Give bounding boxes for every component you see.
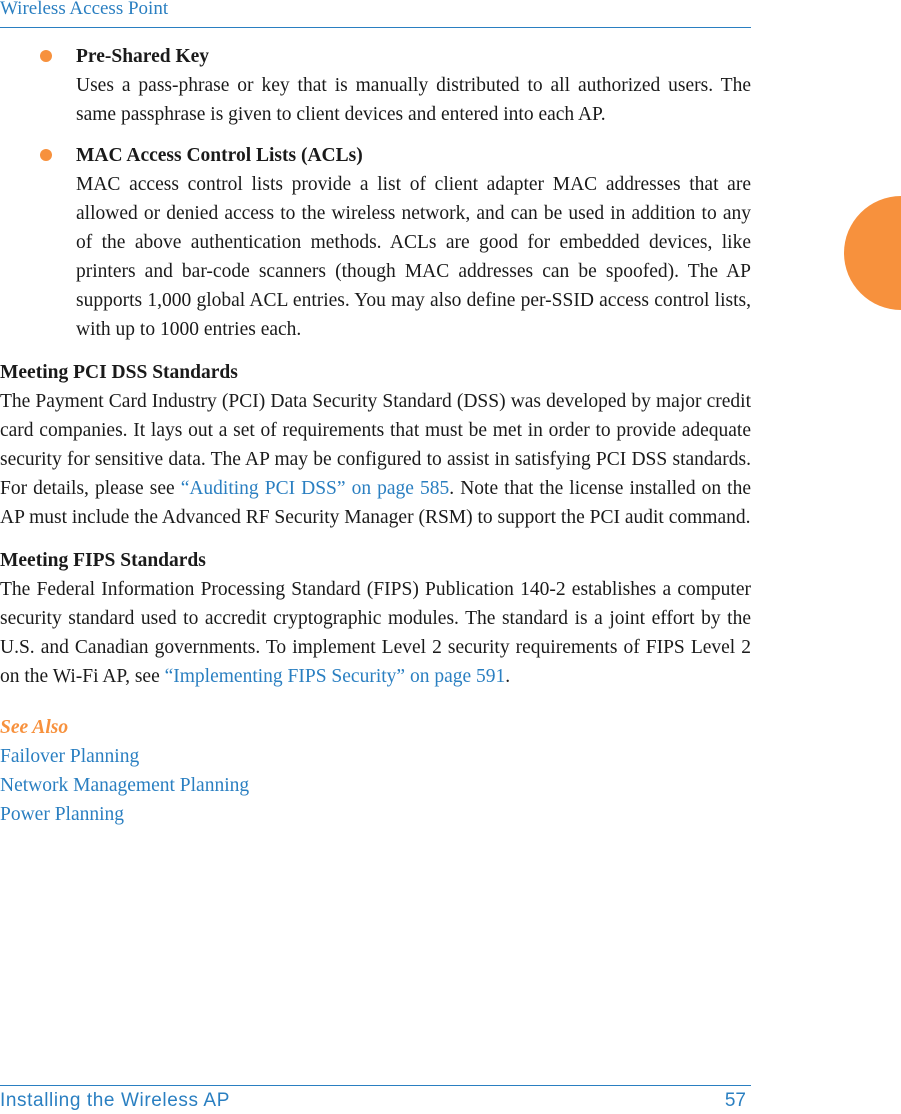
paragraph-text: . Note that the license installed on the AP must include the Advanced RF Security Manager (RSM) to support the PCI audit command. [0,478,751,528]
implementing-fips-security-link[interactable]: “Implementing FIPS Security” on page 591 [164,666,506,687]
bullet-dot-icon [40,149,52,161]
see-also-link-failover-planning[interactable]: Failover Planning [0,746,140,767]
see-also-heading: See Also [0,717,69,738]
footer-divider [0,1085,751,1086]
bullet-text: Uses a pass-phrase or key that is manually distributed to all authorized users. The same passphrase is given to client devices and entered into each AP. [76,75,751,125]
header-divider [0,27,751,28]
section-fips [0,546,751,691]
page-body [0,42,751,829]
bullet-item-mac-acl [0,141,751,344]
chapter-tab-marker [844,196,901,310]
auditing-pci-dss-link[interactable]: “Auditing PCI DSS” on page 585 [180,478,450,499]
section-paragraph [0,575,751,691]
see-also-link-power-planning[interactable]: Power Planning [0,804,125,825]
bullet-dot-icon [40,50,52,62]
see-also-list [0,742,751,829]
section-heading: Meeting PCI DSS Standards [0,362,238,383]
section-heading: Meeting FIPS Standards [0,550,206,571]
bullet-text: MAC access control lists provide a list of client adapter MAC addresses that are allowed or denied access to the wireless network, and can be used in addition to any of the above authentication methods. ACLs are good for embedded devices, like printers and bar-code scanners (though MAC addresses can be spoofed). The AP supports 1,000 global ACL entries. You may also define per-SSID access control lists, with up to 1000 entries each. [76,174,751,340]
see-also-link-network-management-planning[interactable]: Network Management Planning [0,775,250,796]
paragraph-text: The Payment Card Industry (PCI) Data Security Standard (DSS) was developed by major credit card companies. It lays out a set of requirements that must be met in order to provide adequate security for sensitive data. The AP may be configured to assist in satisfying PCI DSS standards. For details, please see [0,391,751,499]
section-paragraph [0,387,751,532]
bullet-title: Pre-Shared Key [76,46,210,67]
bullet-item-pre-shared-key [0,42,751,129]
running-header-title: Wireless Access Point [0,0,169,19]
paragraph-text: . [505,666,511,687]
footer-section-title: Installing the Wireless AP [0,1090,230,1111]
paragraph-text: The Federal Information Processing Standard (FIPS) Publication 140-2 establishes a computer security standard used to accredit cryptographic modules. The standard is a joint effort by the U.S. and Canadian governments. To implement Level 2 security requirements of FIPS Level 2 on the Wi-Fi AP, see [0,579,751,687]
bullet-title: MAC Access Control Lists (ACLs) [76,145,363,166]
section-pci-dss [0,358,751,532]
page-number: 57 [724,1090,746,1111]
